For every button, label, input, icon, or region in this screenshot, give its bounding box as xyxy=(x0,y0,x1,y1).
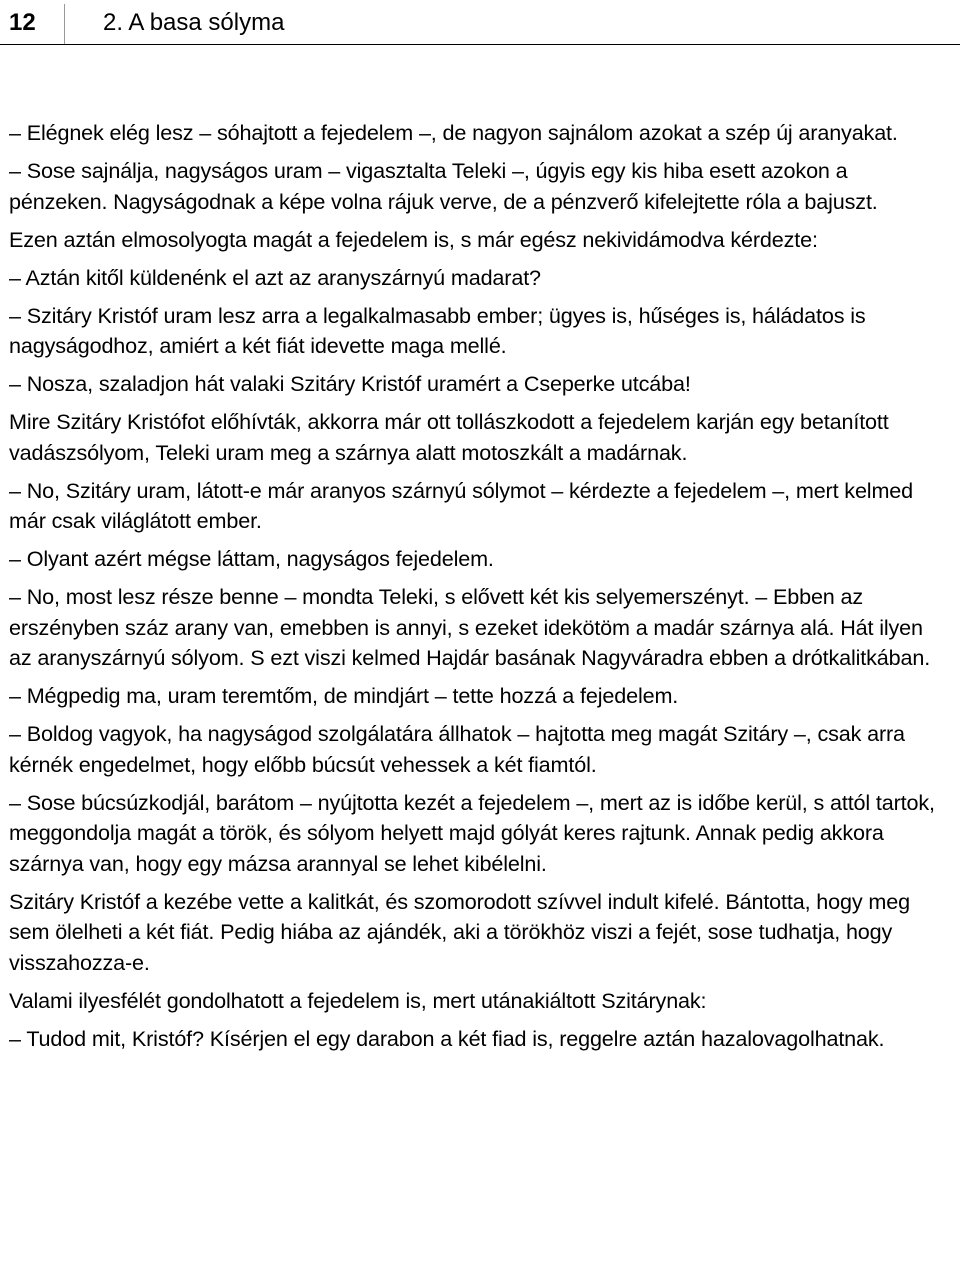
paragraph: – No, most lesz része benne – mondta Teleki, s elővett két kis selyemerszényt. – Ebben az erszényben száz arany van, emebben is annyi, s ezeket idekötöm a madár szárnya alá. Hát ilyen az aranyszárnyú sólyom. S ezt viszi kelmed Hajdár basának Nagyváradra ebben a drótkalitkában. xyxy=(9,584,931,670)
paragraph: Valami ilyesfélét gondolhatott a fejedelem is, mert utánakiáltott Szitárynak: xyxy=(9,987,707,1013)
paragraph: – Szitáry Kristóf uram lesz arra a legalkalmasabb ember; ügyes is, hűséges is, háládatos is nagyságodhoz, amiért a két fiát idevette maga mellé. xyxy=(9,302,866,358)
paragraph: – Tudod mit, Kristóf? Kísérjen el egy darabon a két fiad is, reggelre aztán hazalovagolhatnak. xyxy=(9,1025,885,1051)
paragraph: – Elégnek elég lesz – sóhajtott a fejedelem –, de nagyon sajnálom azokat a szép új aranyakat. xyxy=(9,120,898,145)
paragraph: – Sose sajnálja, nagyságos uram – vigasztalta Teleki –, úgyis egy kis hiba esett azokon a pénzeken. Nagyságodnak a képe volna rájuk verve, de a pénzverő kifelejtette róla a bajuszt. xyxy=(9,158,878,214)
paragraph: – No, Szitáry uram, látott-e már aranyos szárnyú sólymot – kérdezte a fejedelem –, mert kelmed már csak világlátott ember. xyxy=(9,477,914,533)
paragraph: – Olyant azért mégse láttam, nagyságos fejedelem. xyxy=(9,546,494,571)
header-divider xyxy=(64,4,65,44)
body-text xyxy=(9,118,951,1062)
paragraph: Ezen aztán elmosolyogta magát a fejedelem is, s már egész nekividámodva kérdezte: xyxy=(9,226,818,252)
paragraph: – Nosza, szaladjon hát valaki Szitáry Kristóf uramért a Cseperke utcába! xyxy=(9,371,691,396)
paragraph: Mire Szitáry Kristófot előhívták, akkorra már ott tollászkodott a fejedelem karján egy betanított vadászsólyom, Teleki uram meg a szárnya alatt motoszkált a madárnak. xyxy=(9,409,889,465)
page-header xyxy=(0,0,960,45)
paragraph: – Mégpedig ma, uram teremtőm, de mindjárt – tette hozzá a fejedelem. xyxy=(9,683,679,708)
paragraph: – Aztán kitől küldenénk el azt az aranyszárnyú madarat? xyxy=(9,264,541,290)
paragraph: – Sose búcsúzkodjál, barátom – nyújtotta kezét a fejedelem –, mert az is időbe kerül, s attól tartok, meggondolja magát a török, és sólyom helyett majd gólyát keres rajtunk. Annak pedig akkora szárnya van, hogy egy mázsa arannyal se lehet kibélelni. xyxy=(9,789,935,876)
paragraph: Szitáry Kristóf a kezébe vette a kalitkát, és szomorodott szívvel indult kifelé. Bántotta, hogy meg sem ölelheti a két fiát. Pedig hiába az ajándék, aki a törökhöz viszi a fejét, sose tudhatja, hogy visszahozza-e. xyxy=(9,888,910,975)
chapter-title: 2. A basa sólyma xyxy=(103,9,285,36)
page-number: 12 xyxy=(9,9,36,36)
paragraph: – Boldog vagyok, ha nagyságod szolgálatára állhatok – hajtotta meg magát Szitáry –, csak arra kérnék engedelmet, hogy előbb búcsút vehessek a két fiamtól. xyxy=(9,721,905,777)
